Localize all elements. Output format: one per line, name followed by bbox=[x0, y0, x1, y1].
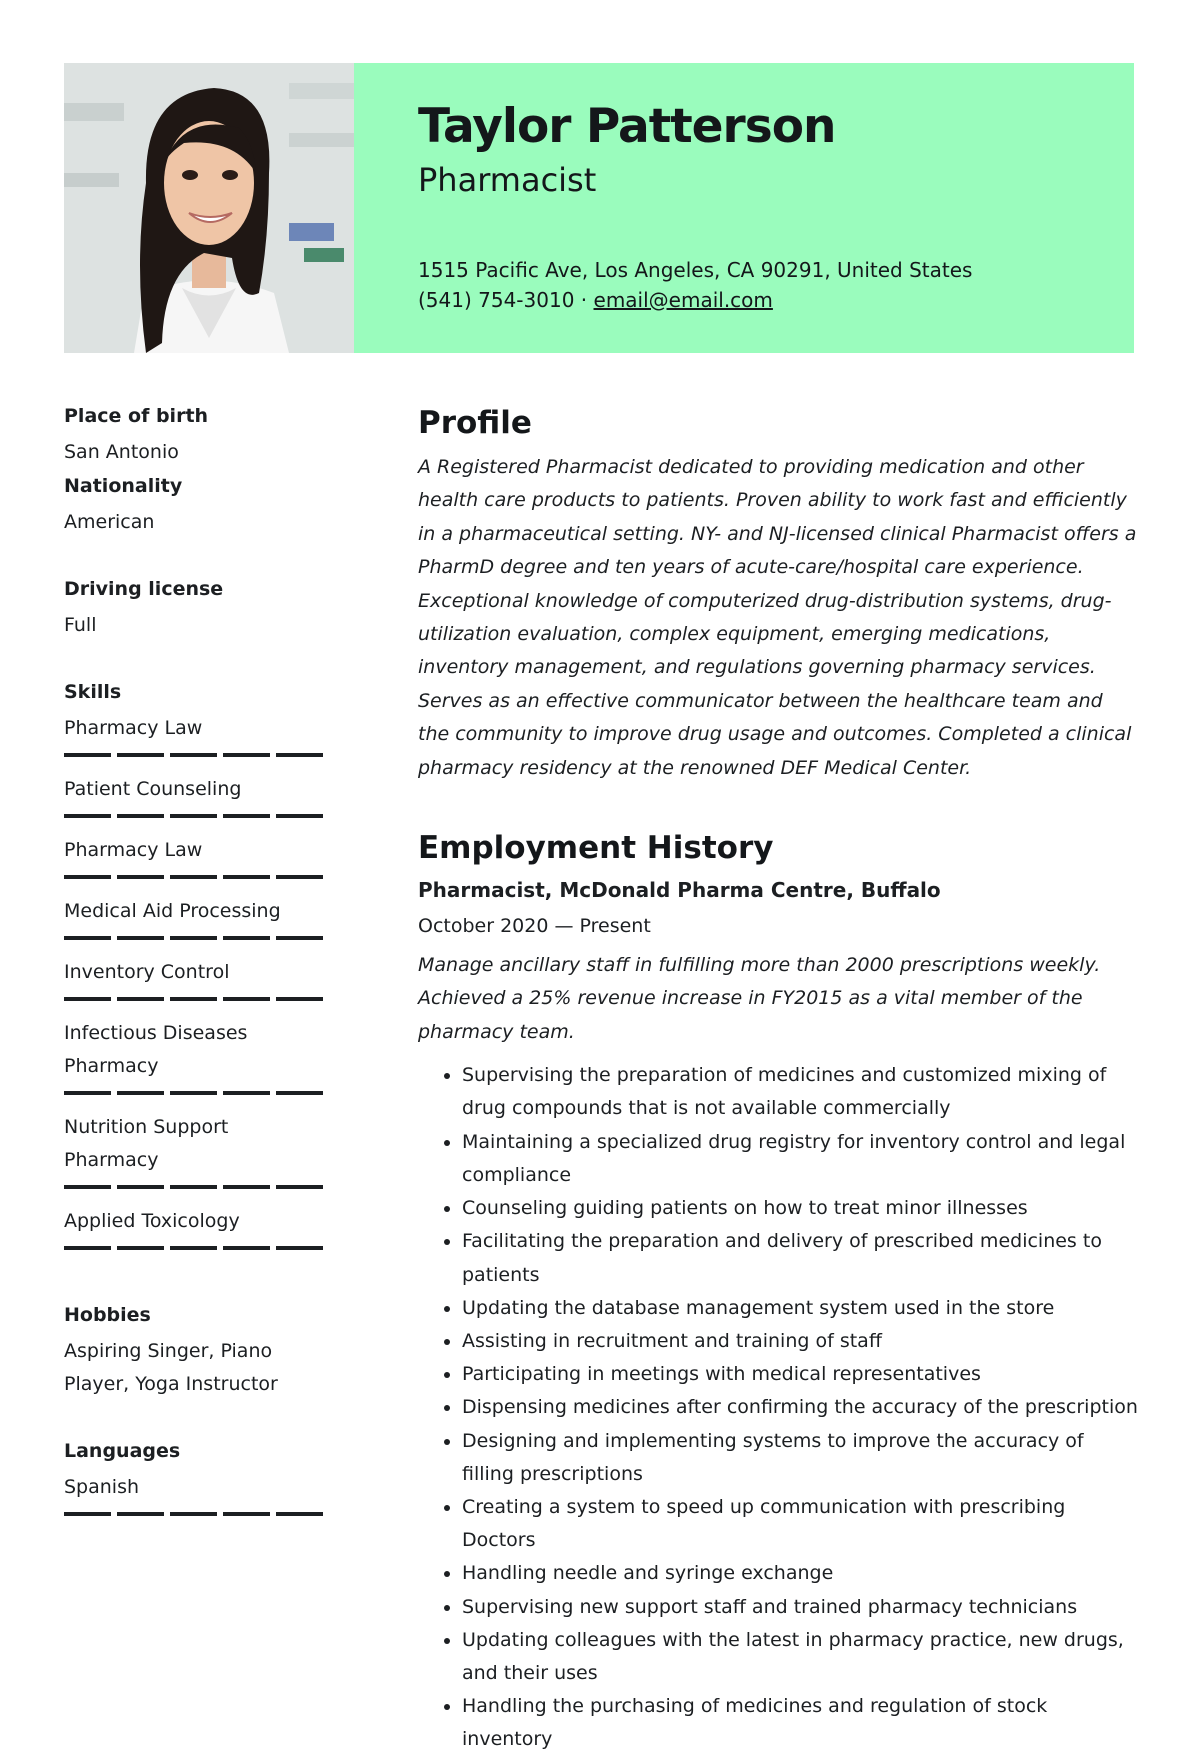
skill-level-bar bbox=[64, 1246, 324, 1250]
skill-name: Nutrition Support Pharmacy bbox=[64, 1116, 229, 1171]
skill-item bbox=[64, 1205, 324, 1250]
employment-section bbox=[418, 830, 1138, 1756]
profile-summary: A Registered Pharmacist dedicated to providing medication and other health care products to patients. Proven ability to work fast and efficiently in a pharmaceutical setting. NY- and NJ-licensed clinical Pharmacist offers a PharmD degree and ten years of acute-care/hospital care experience. Exceptional knowledge of computerized drug-distribution systems, drug-utilization evaluation, complex equipment, emerging medications, inventory management, and regulations governing pharmacy services. Serves as an effective communicator between the healthcare team and the community to improve drug usage and outcomes. Completed a clinical pharmacy residency at the renowned DEF Medical Center. bbox=[418, 456, 1137, 779]
skills-list bbox=[64, 712, 324, 1250]
list-item: • Handling the purchasing of medicines and regulation of stock inventory bbox=[462, 1690, 1138, 1756]
skill-item bbox=[64, 956, 324, 1001]
responsibilities-list bbox=[418, 1059, 1138, 1756]
list-item: • Supervising the preparation of medicines and customized mixing of drug compounds that is not available commercially bbox=[462, 1059, 1138, 1125]
skill-item bbox=[64, 773, 324, 818]
nationality-label: Nationality bbox=[64, 475, 183, 497]
skill-level-bar bbox=[64, 814, 324, 818]
candidate-phone: (541) 754-3010 bbox=[418, 288, 575, 312]
list-item: • Creating a system to speed up communication with prescribing Doctors bbox=[462, 1491, 1138, 1557]
list-item: • Maintaining a specialized drug registry for inventory control and legal compliance bbox=[462, 1126, 1138, 1192]
languages-label: Languages bbox=[64, 1440, 181, 1462]
sidebar bbox=[64, 405, 324, 1532]
language-item bbox=[64, 1471, 324, 1516]
hobbies-value: Aspiring Singer, Piano Player, Yoga Instructor bbox=[64, 1340, 278, 1395]
list-item: • Facilitating the preparation and delivery of prescribed medicines to patients bbox=[462, 1225, 1138, 1291]
profile-photo bbox=[64, 63, 354, 353]
list-item: • Updating the database management system used in the store bbox=[462, 1292, 1138, 1325]
list-item: • Designing and implementing systems to improve the accuracy of filling prescriptions bbox=[462, 1425, 1138, 1491]
employment-description: Manage ancillary staff in fulfilling more than 2000 prescriptions weekly. Achieved a 25% revenue increase in FY2015 as a vital member of the pharmacy team. bbox=[418, 954, 1101, 1043]
list-item: • Handling needle and syringe exchange bbox=[462, 1557, 1138, 1590]
skill-name: Medical Aid Processing bbox=[64, 900, 281, 922]
skill-item bbox=[64, 834, 324, 879]
list-item: • Assisting in recruitment and training of staff bbox=[462, 1325, 1138, 1358]
skill-name: Infectious Diseases Pharmacy bbox=[64, 1022, 248, 1077]
contact-line bbox=[418, 288, 773, 312]
list-item: • Supervising new support staff and trained pharmacy technicians bbox=[462, 1591, 1138, 1624]
nationality-value: American bbox=[64, 511, 155, 533]
candidate-address: 1515 Pacific Ave, Los Angeles, CA 90291, United States bbox=[418, 258, 973, 282]
list-item: • Participating in meetings with medical representatives bbox=[462, 1358, 1138, 1391]
skill-name: Pharmacy Law bbox=[64, 839, 203, 861]
candidate-name: Taylor Patterson bbox=[418, 99, 836, 154]
employment-heading: Employment History bbox=[418, 830, 774, 867]
skill-name: Patient Counseling bbox=[64, 778, 242, 800]
employment-dates: October 2020 — Present bbox=[418, 915, 651, 938]
language-level-bar bbox=[64, 1512, 324, 1516]
hobbies-label: Hobbies bbox=[64, 1304, 151, 1326]
list-item: • Counseling guiding patients on how to treat minor illnesses bbox=[462, 1192, 1138, 1225]
email-link[interactable]: email@email.com bbox=[593, 288, 773, 312]
portrait-illustration bbox=[64, 63, 354, 353]
list-item: • Updating colleagues with the latest in pharmacy practice, new drugs, and their uses bbox=[462, 1624, 1138, 1690]
skill-item bbox=[64, 712, 324, 757]
list-item: • Dispensing medicines after confirming the accuracy of the prescription bbox=[462, 1391, 1138, 1424]
candidate-job-title: Pharmacist bbox=[418, 161, 597, 199]
driving-license-value: Full bbox=[64, 614, 97, 636]
contact-separator: · bbox=[574, 288, 594, 312]
employment-job-title: Pharmacist, McDonald Pharma Centre, Buffalo bbox=[418, 878, 941, 903]
skill-level-bar bbox=[64, 1185, 324, 1189]
skill-item bbox=[64, 1017, 324, 1095]
skill-level-bar bbox=[64, 997, 324, 1001]
resume-header bbox=[64, 63, 1134, 353]
skills-label: Skills bbox=[64, 681, 122, 703]
place-of-birth-value: San Antonio bbox=[64, 441, 179, 463]
place-of-birth-label: Place of birth bbox=[64, 405, 209, 427]
skill-level-bar bbox=[64, 936, 324, 940]
driving-license-label: Driving license bbox=[64, 578, 224, 600]
skill-item bbox=[64, 1111, 324, 1189]
skill-level-bar bbox=[64, 875, 324, 879]
main-content bbox=[418, 405, 1138, 1757]
profile-heading: Profile bbox=[418, 405, 532, 441]
skill-name: Inventory Control bbox=[64, 961, 230, 983]
skill-name: Applied Toxicology bbox=[64, 1210, 240, 1232]
language-name: Spanish bbox=[64, 1476, 140, 1498]
skill-level-bar bbox=[64, 753, 324, 757]
skill-level-bar bbox=[64, 1091, 324, 1095]
skill-name: Pharmacy Law bbox=[64, 717, 203, 739]
skill-item bbox=[64, 895, 324, 940]
profile-section bbox=[418, 405, 1138, 785]
header-banner bbox=[354, 63, 1134, 353]
